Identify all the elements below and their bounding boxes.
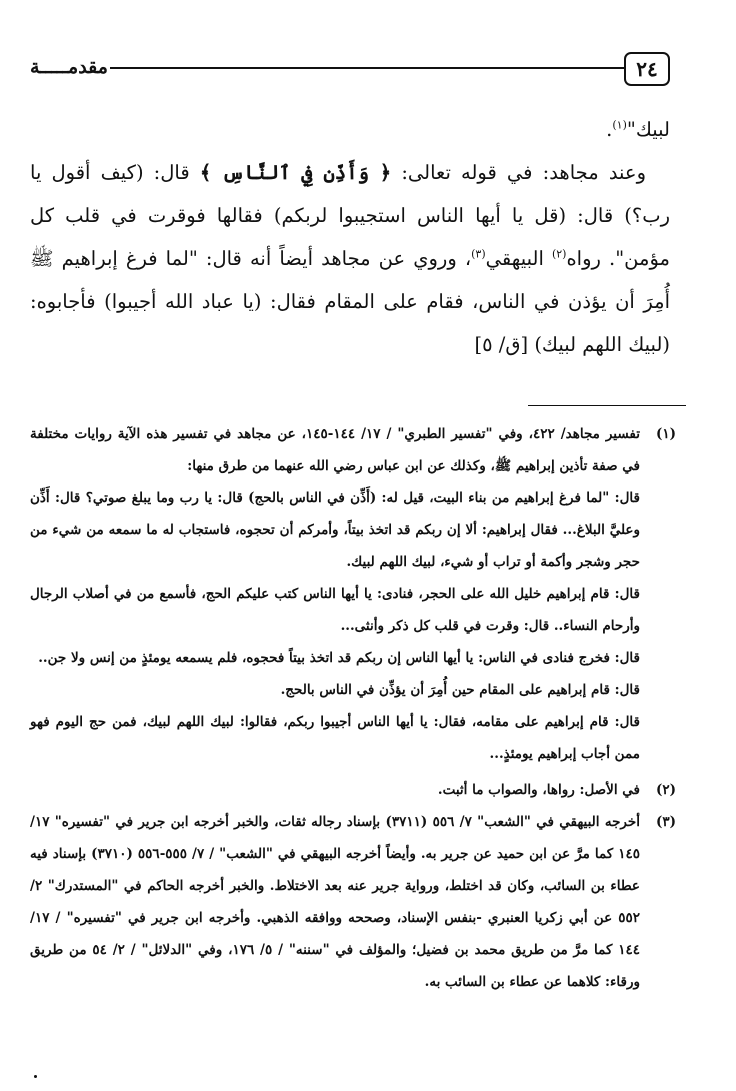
footnote-1-number: (١) (655, 426, 676, 442)
header-rule (110, 67, 626, 69)
footnote-ref-1: (١) (612, 118, 627, 132)
main-text-b: قال: (كيف أقول يا رب؟) قال: (قل يا أيها الناس استجيبوا لربكم) فقالها فوقرت في قلب كل مؤمن". رواه (30, 161, 670, 270)
footnote-1-line: قال: فخرج فنادى في الناس: يا أيها الناس إن ربكم قد اتخذ بيتاً فحجوه، فلم يسمعه يومئذٍ من إنس ولا جن.. (38, 650, 640, 666)
footnote-1-line: قال: قام إبراهيم على مقامه، فقال: يا أيها الناس أجيبوا ربكم، فقالوا: لبيك اللهم لبيك، فمن حج اليوم فهو ممن أجاب إبراهيم يومئذٍ... (30, 714, 640, 762)
footnote-3 (30, 806, 676, 998)
page-number: ٢٤ (636, 57, 658, 81)
footnote-separator (528, 405, 686, 406)
page-mark (34, 1075, 37, 1078)
quran-verse: ﴿ وَأَذِّن فِي ٱلنَّاسِ ﴾ (199, 161, 392, 184)
main-line-1-text: لبيك" (626, 118, 670, 141)
footnotes (30, 418, 676, 998)
footnote-3-body: أخرجه البيهقي في "الشعب" ٧/ ٥٥٦ (٣٧١١) بإسناد رجاله ثقات، والخبر أخرجه ابن جرير في "تفسيره" ١٧/ ١٤٥ كما مرَّ عن ابن حميد عن جرير به. وأيضاً أخرجه البيهقي في "الشعب" / ٧/ ٥٥٥-٥٥٦ (٣٧١٠) بإسناد فيه عطاء بن السائب، وكان قد اختلط، ورواية جرير عنه بعد الاختلاط. والخبر أخرجه الحاكم في "المستدرك" ٢/ ٥٥٢ عن أبي زكريا العنبري -بنفس الإسناد، وصححه ووافقه الذهبي. وأخرجه ابن جرير في "تفسيره" / ١٧/ ١٤٤ كما مرَّ من طريق محمد بن فضيل؛ والمؤلف في "سننه" / ٥/ ١٧٦، وفي "الدلائل" / ٢/ ٥٤ من طريق ورقاء: كلاهما عن عطاء بن السائب به. (30, 814, 640, 990)
footnote-1 (30, 418, 676, 770)
main-text-d: ، وروي عن مجاهد أيضاً أنه قال: "لما فرغ إبراهيم ﷺ أُمِرَ أن يؤذن في الناس، فقام على المقام فقال: (يا عباد الله أجيبوا) فأجابوه: (لبيك اللهم لبيك) [ق/ ٥] (30, 247, 670, 356)
footnote-2 (30, 774, 676, 806)
main-text-a: وعند مجاهد: في قوله تعالى: (391, 161, 646, 184)
page-number-box (624, 52, 670, 86)
footnote-2-number: (٢) (655, 782, 676, 798)
footnote-1-line: قال: قام إبراهيم خليل الله على الحجر، فنادى: يا أيها الناس كتب عليكم الحج، فأسمع من في أصلاب الرجال وأرحام النساء.. قال: وقرت في قلب كل ذكر وأنثى... (30, 586, 640, 634)
footnote-3-number: (٣) (655, 814, 676, 830)
main-line-1 (30, 108, 670, 151)
main-line-1-end: . (606, 118, 613, 141)
footnote-ref-3: (٣) (471, 247, 486, 261)
footnote-1-body (30, 418, 640, 770)
footnote-1-line: تفسير مجاهد/ ٤٢٢، وفي "تفسير الطبري" / ١٧/ ١٤٤-١٤٥، عن مجاهد في تفسير هذه الآية روايات مختلفة في صفة تأذين إبراهيم ﷺ، وكذلك عن ابن عباس رضي الله عنهما من طرق منها: (30, 426, 640, 474)
footnote-2-body: في الأصل: رواها، والصواب ما أثبت. (437, 782, 640, 798)
footnote-1-line: قال: "لما فرغ إبراهيم من بناء البيت، قيل له: (أَذِّن في الناس بالحج) قال: يا رب وما يبلغ صوتي؟ قال: أَذِّن وعليَّ البلاغ... فقال إبراهيم: ألا إن ربكم قد اتخذ بيتاً، وأمركم أن تحجوه، فاستجاب له ما سمعه من شيء من حجر وشجر وأكمة أو تراب أو شيء، لبيك اللهم لبيك. (30, 490, 640, 570)
page-header (30, 52, 670, 88)
footnote-ref-2: (٢) (551, 247, 567, 261)
main-text (30, 108, 670, 366)
main-text-c: البيهقي (485, 247, 552, 270)
chapter-title: مقدمـــــة (30, 56, 108, 78)
main-paragraph (30, 151, 670, 366)
footnote-1-line: قال: قام إبراهيم على المقام حين أُمِرَ أن يؤذِّن في الناس بالحج. (280, 682, 640, 698)
